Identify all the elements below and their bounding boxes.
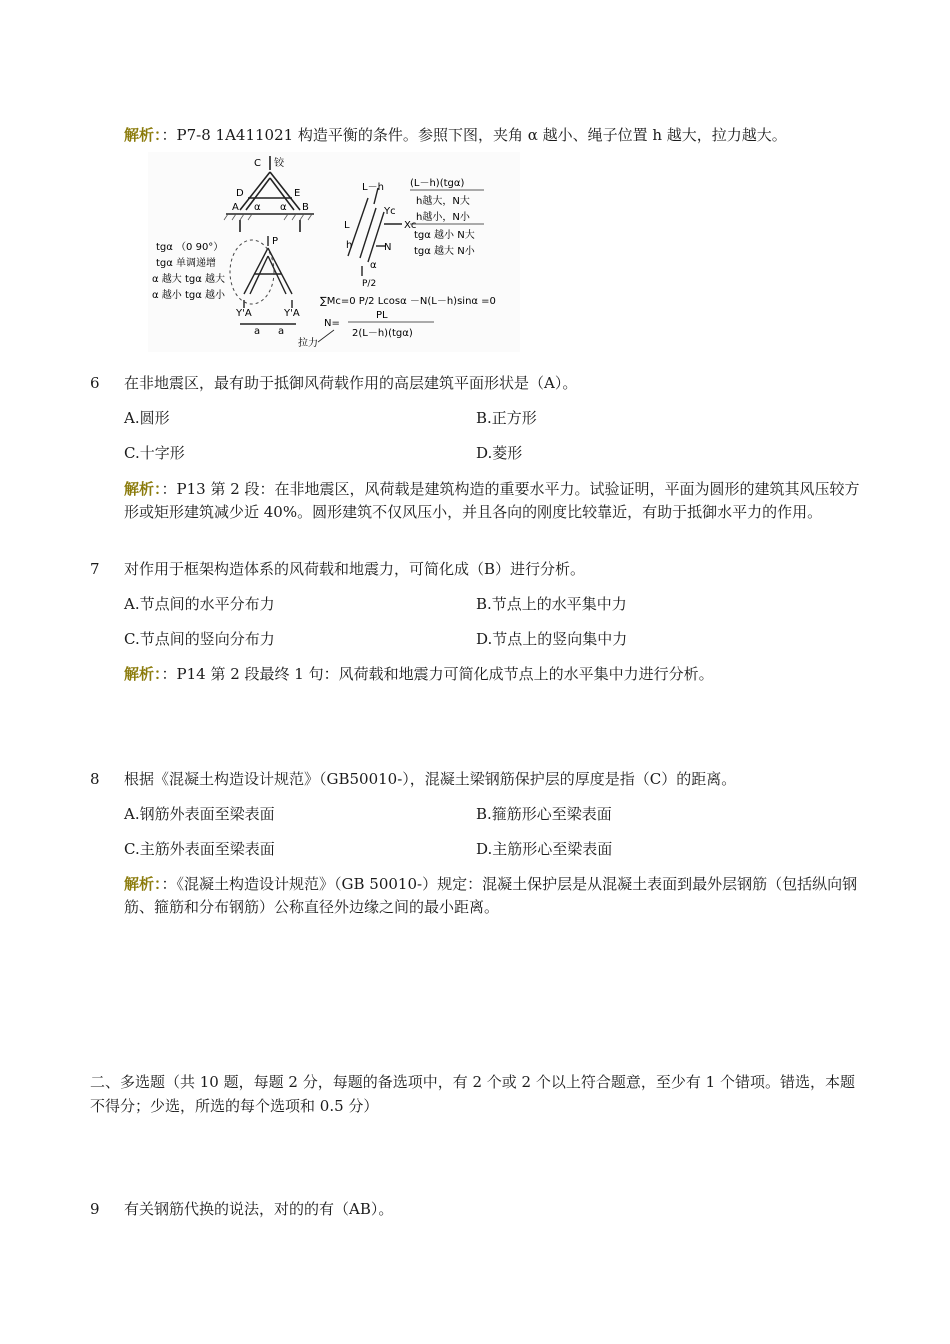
mechanics-diagram bbox=[148, 152, 520, 352]
analysis-text: ：P7-8 1A411021 构造平衡的条件。参照下图，夹角 α 越小、绳子位置 h 越大，拉力越大。 bbox=[161, 126, 787, 144]
analysis-label: 解析： bbox=[124, 126, 162, 144]
question-stem: 有关钢筋代换的说法，对的的有（AB）。 bbox=[124, 1200, 394, 1218]
label-xc: Xc bbox=[404, 220, 417, 231]
option-d: D.节点上的竖向集中力 bbox=[476, 630, 628, 648]
option-b: B.节点上的水平集中力 bbox=[476, 595, 627, 613]
option-b: B.正方形 bbox=[476, 409, 537, 427]
label-p2: P/2 bbox=[362, 279, 377, 289]
label-ya-left: Y'A bbox=[236, 308, 252, 319]
label-b: B bbox=[302, 202, 309, 213]
label-alpha-bar: α bbox=[370, 260, 377, 271]
question-stem: 在非地震区，最有助于抵御风荷载作用的高层建筑平面形状是（A）。 bbox=[124, 374, 578, 392]
q5-analysis bbox=[124, 124, 787, 146]
label-h-small: h越小，N小 bbox=[416, 212, 470, 223]
label-pl: PL bbox=[376, 310, 388, 321]
label-tg-small: tgα 越小 N大 bbox=[414, 230, 475, 241]
option-a: A.节点间的水平分布力 bbox=[124, 595, 275, 613]
label-pull: 拉力 bbox=[298, 338, 318, 349]
label-tg-big: tgα 越大 N小 bbox=[414, 246, 475, 257]
label-tg-1: tgα （0 90°） bbox=[156, 242, 224, 253]
label-e: E bbox=[294, 188, 301, 199]
option-c: C.十字形 bbox=[124, 444, 185, 462]
label-h: h bbox=[346, 240, 353, 251]
label-lh: L－h bbox=[362, 182, 384, 193]
label-denominator: 2(L－h)(tgα) bbox=[352, 328, 413, 339]
analysis-label: 解析： bbox=[124, 480, 162, 498]
label-dim-a-right: a bbox=[278, 326, 285, 337]
option-c: C.主筋外表面至梁表面 bbox=[124, 840, 275, 858]
analysis-label: 解析： bbox=[124, 875, 162, 893]
section-heading: 二、多选题（共 10 题，每题 2 分，每题的备选项中，有 2 个或 2 个以上符合题意，至少有 1 个错项。错选，本题不得分；少选，所选的每个选项和 0.5 分） bbox=[90, 1073, 855, 1115]
q7-analysis bbox=[124, 663, 714, 685]
label-h-big: h越大，N大 bbox=[416, 196, 470, 207]
question-number: 9 bbox=[90, 1200, 100, 1218]
label-alpha-right: α bbox=[280, 202, 287, 213]
option-c: C.节点间的竖向分布力 bbox=[124, 630, 275, 648]
option-a: A.圆形 bbox=[124, 409, 170, 427]
label-ya-right: Y'A bbox=[284, 308, 300, 319]
label-n: N bbox=[384, 242, 392, 253]
label-l: L bbox=[344, 220, 350, 231]
option-b: B.箍筋形心至梁表面 bbox=[476, 805, 612, 823]
label-a: A bbox=[232, 202, 239, 213]
q6-analysis bbox=[124, 478, 864, 524]
option-d: D.主筋形心至梁表面 bbox=[476, 840, 613, 858]
label-dim-a-left: a bbox=[254, 326, 261, 337]
label-p: P bbox=[272, 236, 279, 247]
label-tg-2: tgα 单调递增 bbox=[156, 258, 217, 269]
label-hinge: 铰 bbox=[274, 158, 284, 169]
question-number: 6 bbox=[90, 374, 100, 392]
question-stem: 根据《混凝土构造设计规范》（GB50010-），混凝土梁钢筋保护层的厚度是指（C）的距离。 bbox=[124, 770, 737, 788]
question-number: 7 bbox=[90, 560, 100, 578]
label-d: D bbox=[236, 188, 244, 199]
question-number: 8 bbox=[90, 770, 100, 788]
label-moment: ∑Mc=0 P/2 Lcosα －N(L－h)sinα =0 bbox=[320, 296, 496, 307]
analysis-text: ：P13 第 2 段：在非地震区，风荷载是建筑构造的重要水平力。试验证明，平面为圆形的建筑其风压较方形或矩形建筑减少近 40%。圆形建筑不仅风压小，并且各向的刚度比较靠近，有助于抵御水平力的作用。 bbox=[124, 480, 860, 521]
label-c: C bbox=[254, 158, 261, 169]
question-stem: 对作用于框架构造体系的风荷载和地震力，可简化成（B）进行分析。 bbox=[124, 560, 586, 578]
label-yc: Yc bbox=[384, 206, 396, 217]
option-d: D.菱形 bbox=[476, 444, 523, 462]
option-a: A.钢筋外表面至梁表面 bbox=[124, 805, 275, 823]
analysis-text: ：P14 第 2 段最终 1 句：风荷载和地震力可简化成节点上的水平集中力进行分析。 bbox=[161, 665, 714, 683]
label-formula-top: (L－h)(tgα) bbox=[410, 178, 465, 189]
label-tg-4: α 越小 tgα 越小 bbox=[152, 290, 225, 301]
analysis-label: 解析： bbox=[124, 665, 162, 683]
label-alpha-left: α bbox=[254, 202, 261, 213]
label-tg-3: α 越大 tgα 越大 bbox=[152, 274, 225, 285]
q8-analysis bbox=[124, 873, 864, 919]
analysis-text: ：《混凝土构造设计规范》（GB 50010-）规定：混凝土保护层是从混凝土表面到最外层钢筋（包括纵向钢筋、箍筋和分布钢筋）公称直径外边缘之间的最小距离。 bbox=[124, 875, 858, 916]
label-n-eq: N= bbox=[324, 318, 340, 329]
